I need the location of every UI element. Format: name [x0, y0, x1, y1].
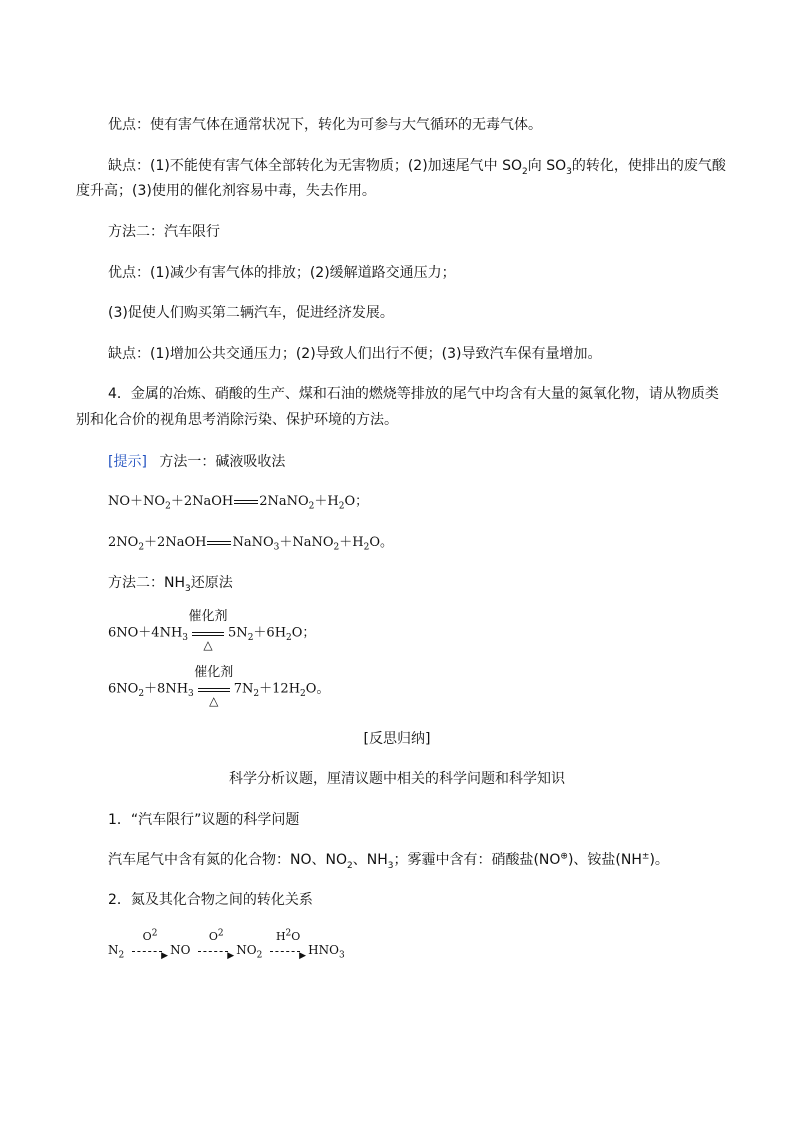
text-line: [108, 156, 726, 176]
chain-n2: N: [108, 943, 119, 957]
text: 、NH: [352, 852, 388, 868]
eq-text: O。: [305, 681, 330, 697]
eq-text: 5N: [228, 625, 248, 641]
reaction-condition: [188, 609, 228, 652]
eq-text: ＋NaNO: [279, 535, 334, 550]
superscript: 2: [151, 927, 158, 938]
hint-label: [提示]: [108, 454, 147, 470]
superscript: 2: [285, 927, 292, 938]
nitrogen-chain: [108, 927, 345, 961]
arrow-o2: [128, 927, 170, 961]
subscript: 3: [338, 950, 345, 961]
eq-text: ＋2NaOH: [144, 535, 207, 550]
text: 还原法: [190, 575, 233, 591]
subscript: 2: [286, 633, 292, 644]
arrow-label: O: [142, 929, 152, 943]
hint-line: [108, 452, 285, 472]
question-1: 1．“汽车限行”议题的科学问题: [108, 812, 300, 828]
arrow-label: O: [291, 929, 301, 943]
subscript: 2: [333, 542, 340, 553]
text: )。: [649, 852, 669, 868]
subscript: 2: [118, 950, 125, 961]
chain-hno3: HNO: [308, 943, 339, 957]
text-line: 方法二：汽车限行: [108, 224, 220, 240]
subscript: 3: [185, 583, 191, 594]
subscript: 3: [566, 166, 572, 177]
subscript: 2: [308, 501, 315, 512]
dashed-line: [270, 951, 300, 952]
heat-symbol: △: [203, 638, 213, 652]
eq-text: O；: [344, 494, 369, 509]
catalyst-label: 催化剂: [188, 609, 228, 624]
text-line: 度升高；(3)使用的催化剂容易中毒，失去作用。: [76, 183, 376, 199]
eq-text: O。: [369, 535, 394, 550]
subscript: 2: [253, 689, 260, 700]
equals-sign: [207, 541, 231, 545]
superscript: 2: [217, 927, 224, 938]
eq-text: ＋8NH: [144, 681, 189, 697]
chain-no: NO: [170, 943, 191, 957]
equation-4: [108, 665, 330, 708]
method-two-line: [108, 573, 233, 593]
text: )、铵盐(NH: [567, 852, 642, 868]
eq-text: ＋6H: [253, 625, 287, 641]
subscript: 3: [273, 542, 280, 553]
chain-no2: NO: [236, 943, 257, 957]
eq-text: 7N: [233, 681, 254, 697]
dashed-line: [132, 951, 162, 952]
subscript: 2: [138, 689, 145, 700]
equals-sign: [234, 500, 258, 504]
eq-text: O；: [291, 625, 316, 641]
equation-2: [108, 533, 393, 553]
text-line: 别和化合价的视角思考消除污染、保护环境的方法。: [76, 412, 398, 428]
section-heading: [反思归纳]: [363, 731, 431, 747]
equation-3: [108, 609, 316, 652]
heat-symbol: △: [209, 694, 219, 708]
text-line: 4．金属的冶炼、硝酸的生产、煤和石油的燃烧等排放的尾气中均含有大量的氮氧化物，请从物质类: [108, 386, 719, 402]
equation-1: [108, 492, 368, 512]
dashed-line: [198, 951, 228, 952]
eq-text: NaNO: [232, 535, 274, 550]
text-line: 优点：使有害气体在通常状况下，转化为可参与大气循环的无毒气体。: [108, 117, 542, 133]
reaction-condition: [194, 665, 234, 708]
text-line: 缺点：(1)增加公共交通压力；(2)导致人们出行不便；(3)导致汽车保有量增加。: [108, 346, 602, 362]
eq-text: ＋2NaOH: [170, 494, 234, 509]
text: ；雾霾中含有：硝酸盐(NO: [393, 852, 561, 868]
text: 汽车尾气中含有氮的化合物：NO、NO: [108, 852, 347, 868]
eq-text: ＋H: [339, 535, 364, 550]
eq-text: ＋12H: [259, 681, 301, 697]
arrow-head-icon: ▶: [299, 950, 307, 961]
subscript: 3: [188, 689, 194, 700]
eq-text: ＋H: [314, 494, 339, 509]
arrow-head-icon: ▶: [227, 950, 235, 961]
subscript: 2: [138, 542, 145, 553]
eq-text: 6NO＋4NH: [108, 625, 183, 641]
subscript: 2: [247, 633, 254, 644]
subscript: 2: [522, 166, 528, 177]
subscript: 3: [387, 860, 394, 871]
subscript: 2: [338, 501, 345, 512]
arrow-o2: [194, 927, 236, 961]
arrow-label: H: [275, 929, 286, 943]
arrow-label: O: [208, 929, 218, 943]
section-subheading: 科学分析议题，厘清议题中相关的科学问题和科学知识: [229, 771, 565, 787]
text-line: (3)促使人们购买第二辆汽车，促进经济发展。: [108, 305, 394, 321]
subscript: 2: [346, 860, 353, 871]
question-1-answer: [108, 850, 669, 870]
text-line: 优点：(1)减少有害气体的排放；(2)缓解道路交通压力；: [108, 265, 456, 281]
subscript: 2: [165, 501, 171, 512]
text: 的转化，使排出的废气酸: [571, 158, 726, 174]
subscript: 3: [182, 633, 189, 644]
eq-text: 6NO: [108, 681, 139, 697]
eq-text: NO＋NO: [108, 494, 166, 509]
arrow-h2o: [266, 927, 308, 961]
arrow-head-icon: ▶: [161, 950, 168, 961]
subscript: 2: [300, 689, 306, 700]
text: 缺点：(1)不能使有害气体全部转化为无害物质；(2)加速尾气中 SO: [108, 158, 523, 174]
eq-text: 2NaNO: [259, 494, 309, 509]
eq-text: 2NO: [108, 535, 139, 550]
superscript: ⊕: [560, 851, 568, 862]
text: 方法二：NH: [108, 575, 185, 591]
subscript: 2: [363, 542, 370, 553]
subscript: 2: [256, 950, 263, 961]
hint-text: 方法一：碱液吸收法: [159, 454, 286, 470]
superscript: ±: [641, 851, 650, 862]
catalyst-label: 催化剂: [194, 665, 234, 680]
text: 向 SO: [527, 158, 567, 174]
question-2: 2．氮及其化合物之间的转化关系: [108, 892, 313, 908]
